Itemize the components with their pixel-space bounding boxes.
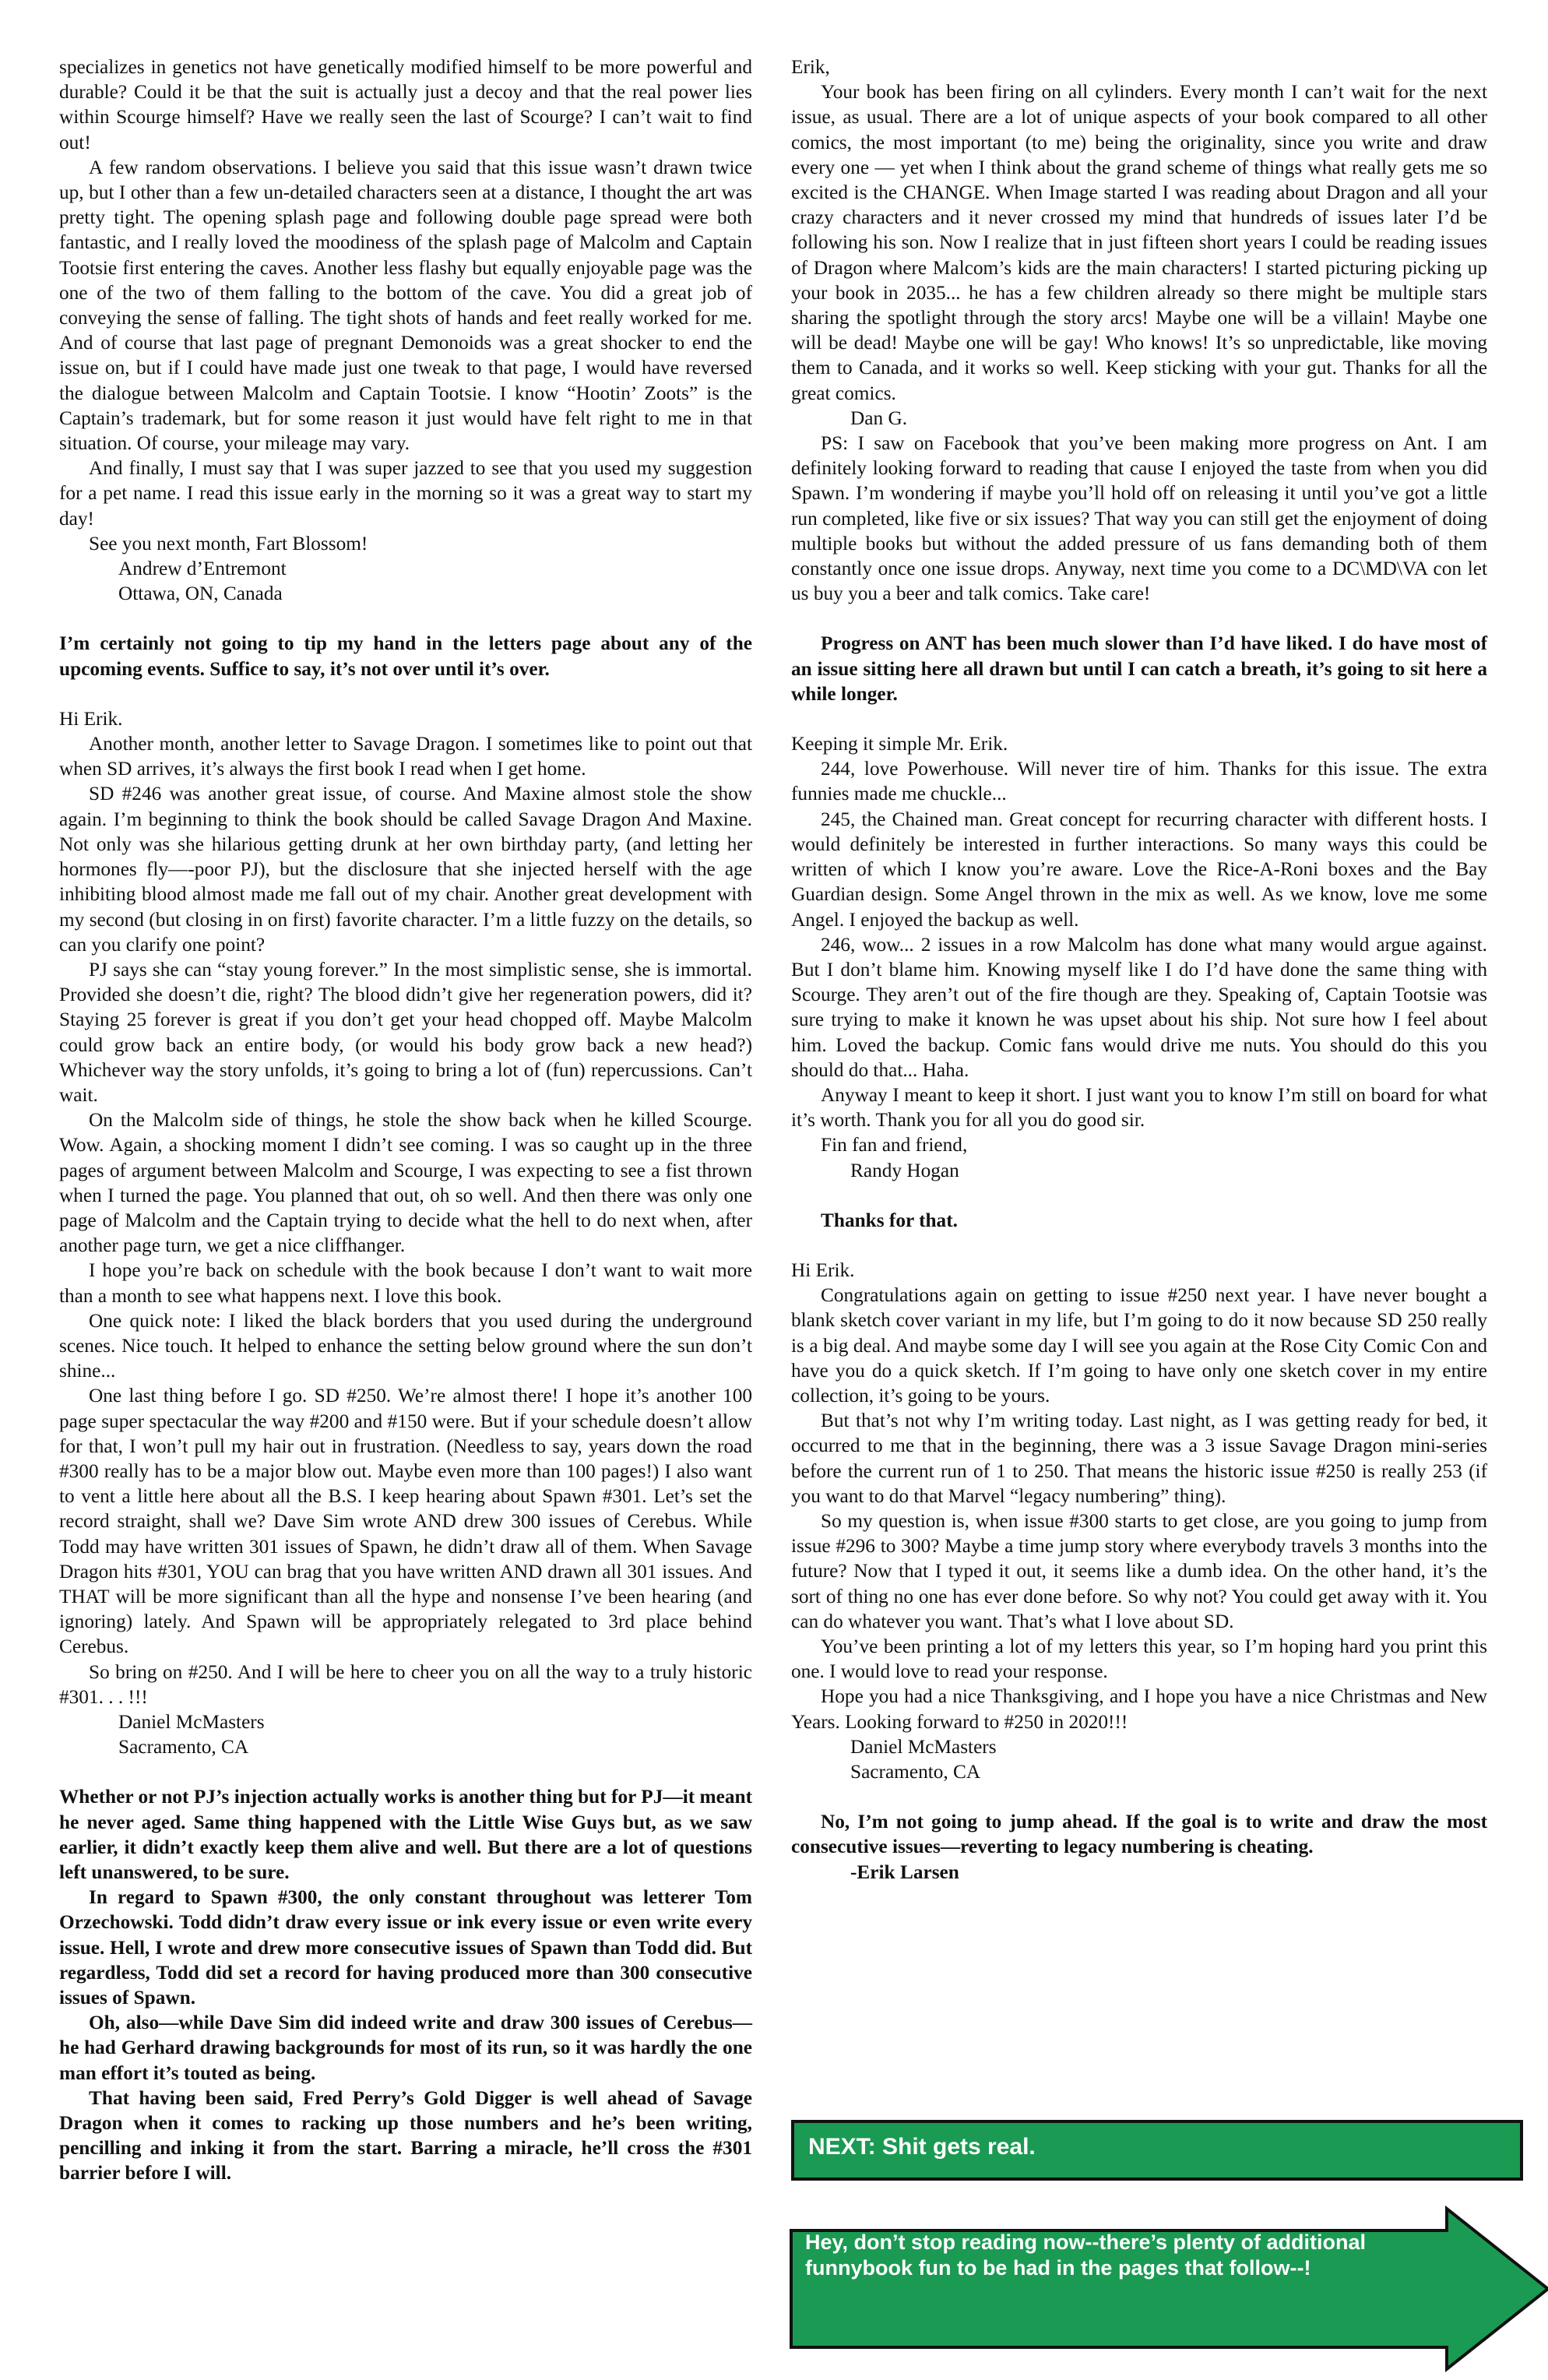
- spacer: [59, 681, 752, 706]
- editor-reply: Thanks for that.: [821, 1209, 958, 1231]
- letter-signature: Sacramento, CA: [850, 1761, 981, 1783]
- letter-signature: Randy Hogan: [850, 1159, 959, 1181]
- letter-paragraph: Erik,: [791, 56, 830, 78]
- letter-paragraph: So my question is, when issue #300 starts to get close, are you going to jump from issue #296 to 300? Maybe a time jump story where everybody travels 3 months into the future? Now that I typed it out, it seems like a dumb idea. On the other hand, it’s the sort of thing no one has ever done before. So why not? You could get away with it. You can do whatever you want. That’s what I love about SD.: [791, 1509, 1487, 1632]
- editor-reply: Oh, also—while Dave Sim did indeed write and draw 300 issues of Cerebus—he had Gerhard drawing backgrounds for most of its run, so it was hardly the one man effort it’s touted as being.: [59, 2012, 752, 2084]
- letter-paragraph: SD #246 was another great issue, of course. And Maxine almost stole the show again. I’m beginning to think the book should be called Savage Dragon And Maxine. Not only was she hilarious getting drunk at her own birthday party, (and letting her hormones fly—-poor PJ), but the disclosure that she injected herself with the age inhibiting blood almost made me fall out of my chair. Another great development with my second (but closing in on first) favorite character. I’m a little fuzzy on the details, so can you clarify one point?: [59, 783, 752, 956]
- letter-paragraph: One last thing before I go. SD #250. We’re almost there! I hope it’s another 100 page super spectacular the way #200 and #150 were. But if your schedule doesn’t allow for that, I won’t pull my hair out in frustration. (Needless to say, years down the road #300 really has to be a major blow out. Maybe even more than 100 pages!) I also want to vent a little here about all the B.S. I keep hearing about Spawn #301. Let’s set the record straight, shall we? Dave Sim wrote AND drew 300 issues of Cerebus. While Todd may have written 301 issues of Spawn, he didn’t draw all of them. When Savage Dragon hits #301, YOU can brag that you have written AND drawn all 301 issues. And THAT will be more significant than all the hype and nonsense I’ve been hearing (and ignoring) lately. And Spawn will be appropriately relegated to 3rd place behind Cerebus.: [59, 1385, 752, 1658]
- letter-signature: Sacramento, CA: [118, 1736, 249, 1759]
- spacer: [791, 1183, 1487, 1208]
- editor-reply: That having been said, Fred Perry’s Gold Digger is well ahead of Savage Dragon when it comes to racking up those numbers and he’s been writing, pencilling and inking it from the start. Barring a miracle, he’ll cross the #301 barrier before I will.: [59, 2086, 752, 2185]
- letter-signature: Dan G.: [850, 407, 908, 429]
- letter-paragraph: Keeping it simple Mr. Erik.: [791, 733, 1008, 755]
- letter-paragraph: PS: I saw on Facebook that you’ve been making more progress on Ant. I am definitely looking forward to reading that cause I enjoyed the taste from when you did Spawn. I’m wondering if maybe you’ll hold off on releasing it until you’ve got a little run completed, like five or six issues? That way you can still get the enjoyment of doing multiple books but without the added pressure of us fans demanding both of them constantly once one issue drops. Anyway, next time you come to a DC\MD\VA con let us buy you a beer and talk comics. Take care!: [791, 432, 1487, 605]
- letter-paragraph: specializes in genetics not have genetically modified himself to be more powerful and durable? Could it be that the suit is actually just a decoy and that the real power lies within Scourge himself? Have we really seen the last of Scourge? I can’t wait to find out!: [59, 56, 752, 153]
- letter-signature: Daniel McMasters: [850, 1735, 997, 1758]
- letter-paragraph: See you next month, Fart Blossom!: [89, 532, 368, 555]
- letter-paragraph: Anyway I meant to keep it short. I just want you to know I’m still on board for what it’s worth. Thank you for all you do good sir.: [791, 1083, 1487, 1132]
- letter-paragraph: Fin fan and friend,: [821, 1134, 968, 1157]
- spacer: [791, 1233, 1487, 1258]
- editor-reply: I’m certainly not going to tip my hand in the letters page about any of the upcoming events. Suffice to say, it’s not over until it’s over.: [59, 632, 752, 680]
- editor-reply: In regard to Spawn #300, the only constant throughout was letterer Tom Orzechowski. Todd didn’t draw every issue or ink every issue or even write every issue. Hell, I wrote and drew more consecutive issues of Spawn than Todd did. But regardless, Todd did set a record for having produced more than 300 consecutive issues of Spawn.: [59, 1886, 752, 2009]
- letter-paragraph: On the Malcolm side of things, he stole the show back when he killed Scourge. Wow. Again, a shocking moment I didn’t see coming. I was so caught up in the three pages of argument between Malcolm and Scourge, I was expecting to see a fist thrown when I turned the page. You planned that out, oh so well. And then there was only one page of Malcolm and the Captain trying to decide what the hell to do next when, after another page turn, we get a nice cliffhanger.: [59, 1109, 752, 1257]
- spacer: [791, 706, 1487, 731]
- letter-signature: Andrew d’Entremont: [118, 558, 287, 580]
- spacer: [59, 606, 752, 631]
- letter-paragraph: PJ says she can “stay young forever.” In the most simplistic sense, she is immortal. Provided she doesn’t die, right? The blood didn’t give her regeneration powers, did it? Staying 25 forever is great if you don’t get your head chopped off. Maybe Malcolm could grow back an entire body, (or would his body grow back a new head?) Whichever way the story unfolds, it’s going to bring a lot of (fun) repercussions. Can’t wait.: [59, 958, 752, 1106]
- letter-paragraph: 244, love Powerhouse. Will never tire of him. Thanks for this issue. The extra funnies made me chuckle...: [791, 758, 1487, 805]
- letter-signature: Daniel McMasters: [118, 1711, 265, 1733]
- letter-paragraph: So bring on #250. And I will be here to cheer you on all the way to a truly historic #301. . . !!!: [59, 1660, 752, 1708]
- letter-paragraph: Hi Erik.: [791, 1259, 855, 1281]
- letter-paragraph: And finally, I must say that I was super jazzed to see that you used my suggestion for a pet name. I read this issue early in the morning so it was a great way to start my day!: [59, 457, 752, 530]
- editor-reply: Whether or not PJ’s injection actually works is another thing but for PJ—it meant he never aged. Same thing happened with the Little Wise Guys but, as we saw earlier, it didn’t exactly keep them alive and well. But there are a lot of questions left unanswered, to be sure.: [59, 1786, 752, 1884]
- continue-reading-text: Hey, don’t stop reading now--there’s plenty of additional funnybook fun to be had in the pages that follow--!: [805, 2230, 1367, 2280]
- spacer: [791, 606, 1487, 631]
- letter-paragraph: Another month, another letter to Savage Dragon. I sometimes like to point out that when SD arrives, it’s always the first book I read when I get home.: [59, 733, 752, 780]
- letter-paragraph: Congratulations again on getting to issue #250 next year. I have never bought a blank sketch cover variant in my life, but I’m going to do it now because SD 250 really is a big deal. And maybe some day I will see you again at the Rose City Comic Con and have you do a quick sketch. If I’m going to have only one sketch cover in my entire collection, it’s going to be yours.: [791, 1284, 1487, 1407]
- right-letters-column: [791, 55, 1487, 1885]
- spacer: [59, 1759, 752, 1784]
- letter-paragraph: Your book has been firing on all cylinders. Every month I can’t wait for the next issue, as usual. There are a lot of unique aspects of your book compared to all other comics, the most important (to me) being the originality, since you write and draw every one — yet when I think about the grand scheme of things what really gets me so excited is the CHANGE. When Image started I was reading about Dragon and all your crazy characters and it never crossed my mind that hundreds of issues later I’d be following his son. Now I realize that in just fifteen short years I could be reading issues of Dragon where Malcom’s kids are the main characters! I started picturing picking up your book in 2035... he has a few children already so there might be multiple stars sharing the spotlight through the story arcs! Maybe one will be a villain! Maybe one will be dead! Maybe one will be gay! Who knows! It’s so unpredictable, like moving them to Canada, and it works so well. Keep sticking with your gut. Thanks for all the great comics.: [791, 81, 1487, 404]
- spacer: [791, 1784, 1487, 1809]
- letter-paragraph: I hope you’re back on schedule with the book because I don’t want to wait more than a month to see what happens next. I love this book.: [59, 1259, 752, 1307]
- next-issue-text: NEXT: Shit gets real.: [808, 2134, 1036, 2160]
- editor-reply: No, I’m not going to jump ahead. If the goal is to write and draw the most consecutive issues—reverting to legacy numbering is cheating.: [791, 1811, 1487, 1858]
- letter-paragraph: One quick note: I liked the black borders that you used during the underground scenes. Nice touch. It helped to enhance the setting below ground where the sun don’t shine...: [59, 1309, 752, 1382]
- letter-paragraph: Hope you had a nice Thanksgiving, and I hope you have a nice Christmas and New Years. Looking forward to #250 in 2020!!!: [791, 1685, 1487, 1733]
- letter-paragraph: 245, the Chained man. Great concept for recurring character with different hosts. I would definitely be interested in further interactions. So many ways this could be written of which I know you’re aware. Love the Rice-A-Roni boxes and the Bay Guardian design. Some Angel thrown in the mix as well. As we know, love me some Angel. I enjoyed the backup as well.: [791, 808, 1487, 931]
- next-issue-box: [791, 2120, 1523, 2181]
- left-letters-column: [59, 55, 752, 2186]
- letter-paragraph: A few random observations. I believe you said that this issue wasn’t drawn twice up, but I other than a few un-detailed characters seen at a distance, I thought the art was pretty tight. The opening splash page and following double page spread were both fantastic, and I really loved the moodiness of the splash page of Malcolm and Captain Tootsie first entering the caves. Another less flashy but equally enjoyable page was the one of the two of them falling to the bottom of the cave. You did a great job of conveying the sense of falling. The tight shots of hands and feet really worked for me. And of course that last page of pregnant Demonoids was a great shocker to end the issue on, but if I could have made just one tweak to that page, I would have reversed the dialogue between Malcolm and Captain Tootsie. I know “Hootin’ Zoots” is the Captain’s trademark, but for some reason it just would have felt right to me in that situation. Of course, your mileage may vary.: [59, 156, 752, 455]
- letter-paragraph: You’ve been printing a lot of my letters this year, so I’m hoping hard you print this one. I would love to read your response.: [791, 1635, 1487, 1683]
- letter-paragraph: Hi Erik.: [59, 707, 123, 730]
- editor-reply: Progress on ANT has been much slower than I’d have liked. I do have most of an issue sitting here all drawn but until I can catch a breath, it’s going to sit here a while longer.: [791, 632, 1487, 705]
- letter-paragraph: But that’s not why I’m writing today. Last night, as I was getting ready for bed, it occurred to me that in the beginning, there was a 3 issue Savage Dragon mini-series before the current run of 1 to 250. That means the historic issue #250 is really 253 (if you want to do that Marvel “legacy numbering” thing).: [791, 1410, 1487, 1507]
- letter-signature: Ottawa, ON, Canada: [118, 583, 283, 605]
- letter-paragraph: 246, wow... 2 issues in a row Malcolm has done what many would argue against. But I don’t blame him. Knowing myself like I do I’d have done the same thing with Scourge. They aren’t out of the fire though are they. Speaking of, Captain Tootsie was sure trying to make it known he was upset about his ship. Not sure how I feel about him. Loved the backup. Comic fans would drive me nuts. You should do this you should do that... Haha.: [791, 933, 1487, 1081]
- editor-signature: -Erik Larsen: [850, 1861, 959, 1883]
